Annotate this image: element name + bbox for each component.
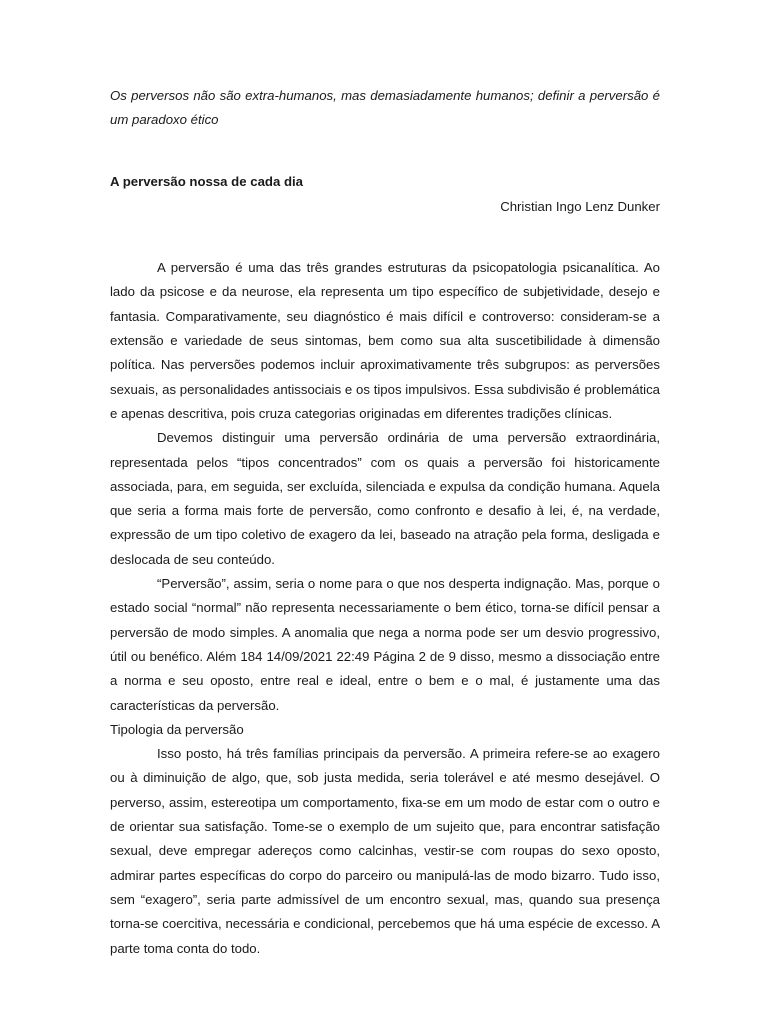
document-page xyxy=(110,84,660,961)
author-name: Christian Ingo Lenz Dunker xyxy=(500,198,660,214)
epigraph: Os perversos não são extra-humanos, mas demasiadamente humanos; definir a perversão é um paradoxo ético xyxy=(110,88,660,128)
section-heading: Tipologia da perversão xyxy=(110,721,244,737)
paragraph: “Perversão”, assim, seria o nome para o que nos desperta indignação. Mas, porque o estado social “normal” não representa necessariamente o bem ético, torna-se difícil pensar a perversão de modo simples. A anomalia que nega a norma pode ser um desvio progressivo, útil ou benéfico. Além 184 14/09/2021 22:49 Página 2 de 9 disso, mesmo a dissociação entre a norma e seu oposto, entre real e ideal, entre o bem e o mal, é justamente uma das características da perversão. xyxy=(110,576,660,713)
paragraph: A perversão é uma das três grandes estruturas da psicopatologia psicanalítica. Ao lado da psicose e da neurose, ela representa um tipo específico de subjetividade, desejo e fantasia. Comparativamente, seu diagnóstico é mais difícil e controverso: consideram-se a extensão e variedade de seus sintomas, bem como sua alta suscetibilidade à dimensão política. Nas perversões podemos incluir aproximativamente três subgrupos: as perversões sexuais, as personalidades antissociais e os tipos impulsivos. Essa subdivisão é problemática e apenas descritiva, pois cruza categorias originadas em diferentes tradições clínicas. xyxy=(110,260,660,421)
paragraph: Devemos distinguir uma perversão ordinária de uma perversão extraordinária, representada pelos “tipos concentrados” com os quais a perversão foi historicamente associada, para, em seguida, ser excluída, silenciada e expulsa da condição humana. Aquela que seria a forma mais forte de perversão, como confronto e desafio à lei, é, na verdade, expressão de um tipo coletivo de exagero da lei, baseado na atração pela forma, desligada e deslocada de seu conteúdo. xyxy=(110,430,660,567)
paragraph: Isso posto, há três famílias principais da perversão. A primeira refere-se ao exagero ou à diminuição de algo, que, sob justa medida, seria tolerável e até mesmo desejável. O perverso, assim, estereotipa um comportamento, fixa-se em um modo de estar com o outro e de orientar sua satisfação. Tome-se o exemplo de um sujeito que, para encontrar satisfação sexual, deve empregar adereços como calcinhas, vestir-se com roupas do sexo oposto, admirar partes específicas do corpo do parceiro ou manipulá-las de modo bizarro. Tudo isso, sem “exagero”, seria parte admissível de um encontro sexual, mas, quando sua presença torna-se coercitiva, necessária e condicional, percebemos que há uma espécie de excesso. A parte toma conta do todo. xyxy=(110,746,660,956)
article-body xyxy=(110,256,660,961)
article-title: A perversão nossa de cada dia xyxy=(110,173,304,189)
